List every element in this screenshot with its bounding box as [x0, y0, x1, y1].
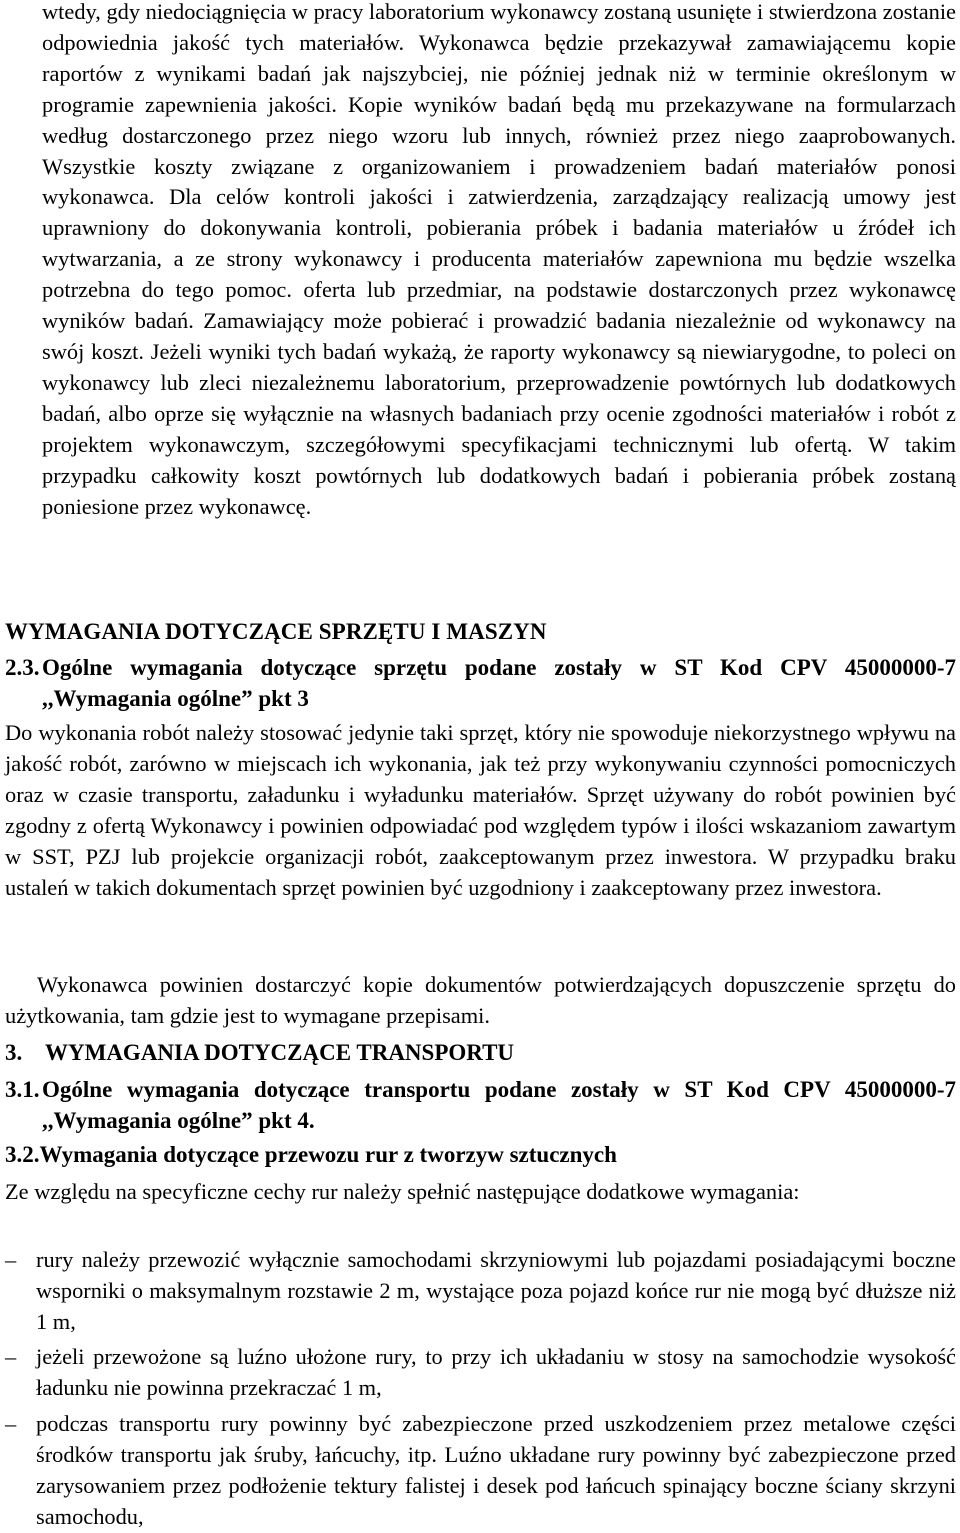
paragraph-lab-testing: wtedy, gdy niedociągnięcia w pracy laboratorium wykonawcy zostaną usunięte i stwierdzona zostanie odpowiednia jakość tych materiałów. Wykonawca będzie przekazywał zamawiającemu kopie raportów z wynikami badań jak najszybciej, nie później jednak niż w terminie określonym w programie zapewnienia jakości. Kopie wyników badań będą mu przekazywane na formularzach według dostarczonego przez niego wzoru lub innych, również przez niego zaaprobowanych. Wszystkie koszty związane z organizowaniem i prowadzeniem badań materiałów ponosi wykonawca. Dla celów kontroli jakości i zatwierdzenia, zarządzający realizacją umowy jest uprawniony do dokonywania kontroli, pobierania próbek i badania materiałów u źródeł ich wytwarzania, a ze strony wykonawcy i producenta materiałów zapewniona mu będzie wszelka potrzebna do tego pomoc. oferta lub przedmiar, na podstawie dostarczonych przez wykonawcę wyników badań. Zamawiający może pobierać i prowadzić badania niezależnie od wykonawcy na swój koszt. Jeżeli wyniki tych badań wykażą, że raporty wykonawcy są niewiarygodne, to poleci on wykonawcy lub zleci niezależnemu laboratorium, przeprowadzenie powtórnych lub dodatkowych badań, albo oprze się wyłącznie na własnych badaniach przy ocenie zgodności materiałów i robót z projektem wykonawczym, szczegółowymi specyfikacjami technicznymi lub ofertą. W takim przypadku całkowity koszt powtórnych lub dodatkowych badań i pobierania próbek zostaną poniesione przez wykonawcę.: [42, 0, 956, 519]
bullet-marker: –: [5, 1344, 17, 1369]
paragraph-equipment-documents: Wykonawca powinien dostarczyć kopie dokumentów potwierdzających dopuszczenie sprzętu do użytkowania, tam gdzie jest to wymagane przepisami.: [5, 972, 956, 1028]
bullet-marker: –: [5, 1411, 17, 1436]
section-number: 3.1.: [5, 1077, 40, 1102]
heading-section-3-1: [5, 1074, 956, 1136]
heading-section-2-3: [5, 652, 956, 714]
list-item-text: rury należy przewozić wyłącznie samochodami skrzyniowymi lub pojazdami posiadającymi boczne wsporniki o maksymalnym rozstawie 2 m, wystające poza pojazd końce rur nie mogą być dłuższe niż 1 m,: [36, 1247, 956, 1334]
section-title: WYMAGANIA DOTYCZĄCE TRANSPORTU: [45, 1040, 515, 1065]
section-title: Ogólne wymagania dotyczące sprzętu podane zostały w ST Kod CPV 45000000-7 ,,Wymagania ogólne” pkt 3: [42, 655, 956, 711]
section-number: 2.3.: [5, 655, 40, 680]
list-item: [5, 1409, 956, 1533]
heading-equipment-requirements: WYMAGANIA DOTYCZĄCE SPRZĘTU I MASZYN: [5, 619, 547, 644]
section-number: 3.: [5, 1040, 23, 1065]
heading-section-3: [5, 1038, 514, 1068]
section-title: Ogólne wymagania dotyczące transportu podane zostały w ST Kod CPV 45000000-7 ,,Wymagania ogólne” pkt 4.: [42, 1077, 956, 1133]
heading-section-3-2: 3.2.Wymagania dotyczące przewozu rur z tworzyw sztucznych: [5, 1142, 617, 1167]
list-item: [5, 1342, 956, 1404]
bullet-marker: –: [5, 1247, 17, 1272]
list-item: [5, 1245, 956, 1338]
list-item-text: jeżeli przewożone są luźno ułożone rury, to przy ich układaniu w stosy na samochodzie wysokość ładunku nie powinna przekraczać 1 m,: [36, 1344, 956, 1400]
list-item-text: podczas transportu rury powinny być zabezpieczone przed uszkodzeniem przez metalowe części środków transportu jak śruby, łańcuchy, itp. Luźno układane rury powinny być zabezpieczone przed zarysowaniem przez podłożenie tektury falistej i desek pod łańcuch spinający boczne ściany skrzyni samochodu,: [36, 1411, 956, 1529]
paragraph-pipe-requirements-intro: Ze względu na specyficzne cechy rur należy spełnić następujące dodatkowe wymagania:: [5, 1179, 800, 1204]
paragraph-equipment-use: Do wykonania robót należy stosować jedynie taki sprzęt, który nie spowoduje niekorzystnego wpływu na jakość robót, zarówno w miejscach ich wykonania, jak też przy wykonywaniu czynności pomocniczych oraz w czasie transportu, załadunku i wyładunku materiałów. Sprzęt używany do robót powinien być zgodny z ofertą Wykonawcy i powinien odpowiadać pod względem typów i ilości wskazaniom zawartym w SST, PZJ lub projekcie organizacji robót, zaakceptowanym przez inwestora. W przypadku braku ustaleń w takich dokumentach sprzęt powinien być uzgodniony i zaakceptowany przez inwestora.: [5, 720, 956, 900]
